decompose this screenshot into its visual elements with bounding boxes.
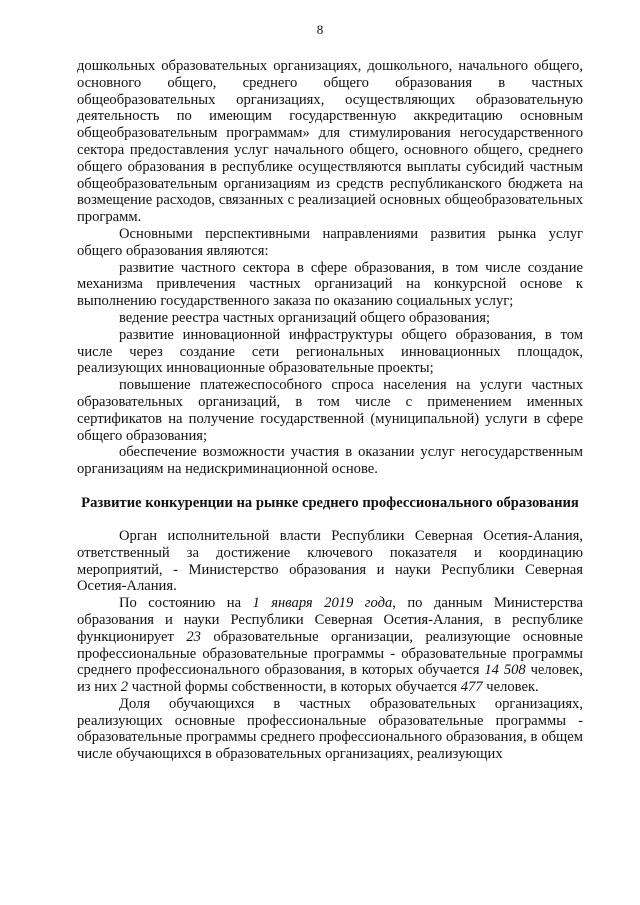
stat-text: , по данным Министерства образования и науки Республики Северная Осетия-Алания, в республике функционирует [77, 595, 583, 645]
list-item-registry: ведение реестра частных организаций общего образования; [119, 309, 491, 326]
document-body [77, 58, 583, 763]
stat-date: 1 января 2019 года [252, 595, 393, 612]
stat-private-students: 477 [460, 679, 483, 696]
stat-text: частной формы собственности, в которых обучается [128, 679, 461, 696]
list-item-non-discrimination: обеспечение возможности участия в оказании услуг негосударственным организациям на недискриминационной основе. [77, 444, 583, 478]
stat-text: образовательные организации, реализующие основные профессиональные образовательные программы - образовательные программы среднего профессионального образования, в которых обучается [77, 628, 583, 679]
stat-student-count: 14 508 [484, 662, 526, 679]
section-heading: Развитие конкуренции на рынке среднего профессионального образования [81, 494, 579, 511]
stat-text: человек. [482, 679, 539, 696]
stat-text: человек, из них [77, 662, 583, 696]
list-item-demand: повышение платежеспособного спроса населения на услуги частных образовательных организаций, в том числе с применением именных сертификатов на получение государственной (муниципальной) услуги в сфере общего образования; [77, 377, 583, 444]
list-item-innovation: развитие инновационной инфраструктуры общего образования, в том числе через создание сети региональных инновационных площадок, реализующих инновационные образовательные проекты; [77, 326, 583, 377]
stat-org-count: 23 [186, 628, 201, 645]
list-item-private-sector: развитие частного сектора в сфере образования, в том числе создание механизма привлечения частных организаций на конкурсной основе к выполнению государственного заказа по оказанию социальных услуг; [77, 259, 583, 310]
paragraph-directions-intro: Основными перспективными направлениями развития рынка услуг общего образования являются: [77, 225, 583, 259]
page-number: 8 [316, 22, 324, 37]
stat-private-count: 2 [120, 679, 129, 696]
paragraph-continuation: дошкольных образовательных организациях, дошкольного, начального общего, основного общего, среднего общего образования в частных общеобразовательных организациях, осуществляющих образовательную деятельность по имеющим государственную аккредитацию основным общеобразовательным программам» для стимулирования негосударственного сектора предоставления услуг начального общего, основного общего, среднего общего образования в республике осуществляются выплаты субсидий частным общеобразовательным организациям из средств республиканского бюджета на возмещение расходов, связанных с реализацией основных общеобразовательных программ. [77, 58, 583, 226]
paragraph-share: Доля обучающихся в частных образовательных организациях, реализующих основные профессиональные образовательные программы - образовательные программы среднего профессионального образования, в общем числе обучающихся в образовательных организациях, реализующих [77, 695, 583, 763]
stat-text: По состоянию на [119, 595, 253, 612]
paragraph-responsible-body: Орган исполнительной власти Республики Северная Осетия-Алания, ответственный за достижение ключевого показателя и координацию мероприятий, - Министерство образования и науки Республики Северная Осетия-Алания. [77, 527, 583, 595]
paragraph-statistics [77, 595, 583, 696]
